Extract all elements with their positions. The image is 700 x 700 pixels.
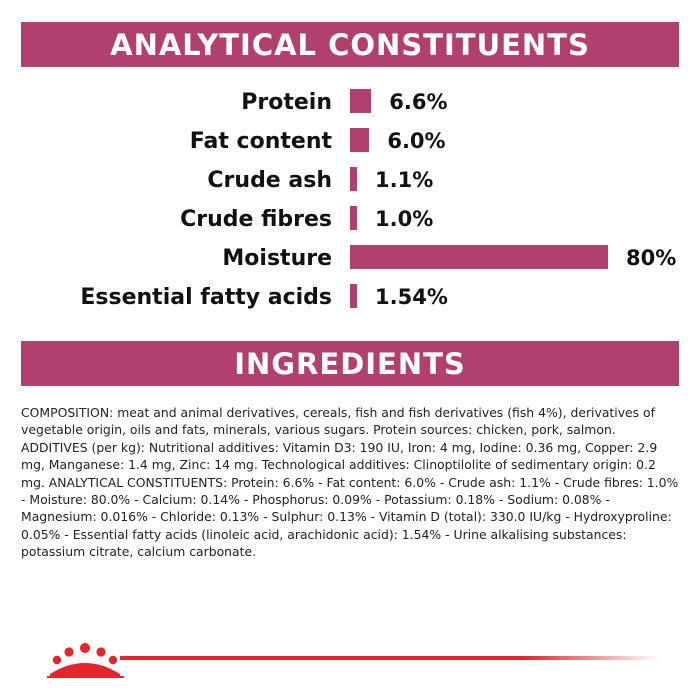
- constituent-label: Crude fibres: [180, 207, 332, 232]
- constituent-value: 1.0%: [375, 207, 434, 231]
- composition-text: COMPOSITION: meat and animal derivatives, cereals, fish and fish derivatives (fish 4%), derivatives of vegetable origin, oils and fats, minerals, various sugars. Protein sources: chicken, pork, salmon. ADDITIVES (per kg): Nutritional additives: Vitamin D3: 190 IU, Iron: 4 mg, Iodine: 0.36 mg, Copper: 2.9 mg, Manganese: 1.4 mg, Zinc: 14 mg. Technological additives: Clinoptilolite of sedimentary origin: 0.2 mg. ANALYTICAL CONSTITUENTS: Protein: 6.6% - Fat content: 6.0% - Crude ash: 1.1% - Crude fibres: 1.0% - Moisture: 80.0% - Calcium: 0.14% - Phosphorus: 0.09% - Potassium: 0.18% - Sodium: 0.08% - Magnesium: 0.016% - Chloride: 0.13% - Sulphur: 0.13% - Vitamin D (total): 330.0 IU/kg - Hydroxyproline: 0.05% - Essential fatty acids (linoleic acid, arachidonic acid): 1.54% - Urine alkalising substances: potassium citrate, calcium carbonate.: [21, 405, 679, 560]
- analytical-constituents-title: ANALYTICAL CONSTITUENTS: [110, 27, 590, 62]
- constituent-value: 1.1%: [375, 168, 434, 192]
- constituent-row: [0, 122, 700, 161]
- constituent-row: [0, 200, 700, 239]
- constituent-value: 80%: [626, 246, 677, 270]
- constituent-row: [0, 278, 700, 317]
- ingredients-title: INGREDIENTS: [234, 346, 466, 381]
- constituent-bar: [350, 245, 608, 269]
- constituent-label: Moisture: [222, 246, 332, 271]
- crown-logo-icon: [44, 638, 126, 678]
- constituent-label: Crude ash: [207, 168, 332, 193]
- constituent-bar: [350, 284, 357, 308]
- constituent-bar: [350, 206, 357, 230]
- constituent-bar: [350, 89, 371, 113]
- constituent-value: 1.54%: [375, 285, 448, 309]
- constituent-row: [0, 239, 700, 278]
- constituent-bar: [350, 167, 357, 191]
- constituent-value: 6.6%: [389, 90, 448, 114]
- constituent-label: Fat content: [189, 129, 332, 154]
- ingredients-banner: [21, 341, 679, 386]
- analytical-constituents-banner: [21, 22, 679, 67]
- constituent-label: Protein: [241, 90, 332, 115]
- footer-red-line: [120, 656, 660, 660]
- constituent-row: [0, 161, 700, 200]
- constituent-row: [0, 83, 700, 122]
- constituent-label: Essential fatty acids: [80, 285, 332, 310]
- constituent-value: 6.0%: [387, 129, 446, 153]
- constituent-bar: [350, 128, 369, 152]
